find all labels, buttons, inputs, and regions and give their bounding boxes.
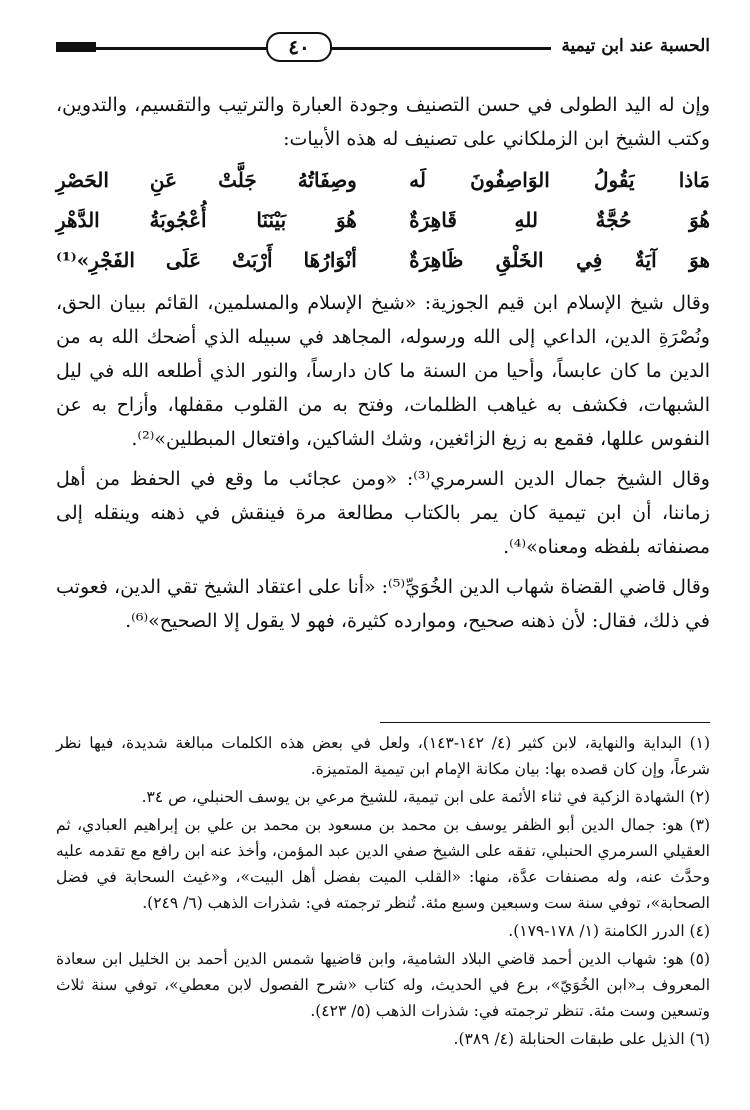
footnote-5: (٥) هو: شهاب الدين أحمد قاضي البلاد الشامية، وابن قاضيها شمس الدين أحمد بن الخليل ابن سعادة المعروف بـ«ابن الخُوَيّ»، برع في الحديث، وله كتاب «شرح الفصول لابن معطي»، توفي سنة ثلاث وتسعين وست مئة. تنظر ترجمته في: شذرات الذهب (٥/ ٤٢٣). — [56, 950, 710, 1020]
hemistich-right: هُوَ حُجَّةٌ للهِ قَاهِرَةٌ — [409, 208, 710, 232]
main-text — [56, 88, 710, 638]
hemistich-right: مَاذا يَقُولُ الوَاصِفُونَ لَه — [409, 168, 710, 192]
footnote-6: (٦) الذيل على طبقات الحنابلة (٤/ ٣٨٩). — [453, 1030, 710, 1048]
paragraph-2: وقال شيخ الإسلام ابن قيم الجوزية: «شيخ الإسلام والمسلمين، القائم ببيان الحق، ونُصْرَةِ الدين، الداعي إلى الله ورسوله، المجاهد في سبيله الذي أضحك الله به من الدين ما كان عابساً، وأحيا من السنة ما كان دارساً، والنور الذي أطلعه الله في ليل الشبهات، فكشف به غياهب الظلمات، وفتح به من القلوب مقفلها، وأزاح به عن النفوس عللها، فقمع به زيغ الزائغين، وشك الشاكين، وافتعال المبطلين»⁽²⁾. — [56, 292, 710, 450]
header-bar-ornament — [56, 42, 96, 52]
footnotes — [56, 730, 710, 1054]
poem-verse-2 — [56, 200, 710, 240]
header-title: الحسبة عند ابن تيمية — [551, 34, 710, 58]
hemistich-right: هوَ آيَةٌ فِي الخَلْقِ ظَاهِرَةٌ — [409, 248, 710, 272]
poem-verse-3 — [56, 240, 710, 280]
paragraph-4: وقال قاضي القضاة شهاب الدين الخُوَيِّ⁽⁵⁾: «أنا على اعتقاد الشيخ تقي الدين، فعوتب في ذلك، فقال: لأن ذهنه صحيح، وموارده كثيرة، فهو لا يقول إلا الصحيح»⁽⁶⁾. — [56, 576, 711, 632]
paragraph-1: وإن له اليد الطولى في حسن التصنيف وجودة العبارة والترتيب والتقسيم، والتدوين، وكتب الشيخ ابن الزملكاني على تصنيف له هذه الأبيات: — [56, 94, 710, 150]
poem-verse-1 — [56, 160, 710, 200]
paragraph-3: وقال الشيخ جمال الدين السرمري⁽³⁾: «ومن عجائب ما وقع في الحفظ من أهل زماننا، أن ابن تيمية كان يمر بالكتاب مطالعة مرة فينقش في ذهنه وينقله إلى مصنفاته بلفظه ومعناه»⁽⁴⁾. — [56, 468, 710, 558]
footnote-4: (٤) الدرر الكامنة (١/ ١٧٨-١٧٩). — [508, 922, 710, 940]
running-header — [56, 34, 710, 74]
footnote-3: (٣) هو: جمال الدين أبو الظفر يوسف بن محمد بن مسعود بن محمد بن علي بن إبراهيم العبادي، ثم العقيلي السرمري الحنبلي، تفقه على الشيخ صفي الدين عبد المؤمن، وأخذ عنه ابن رافع مع تقدمه عليه وحدَّث عنه، وله مصنفات عدَّة، منها: «القلب الميت بفضل أهل البيت»، و«غيث السحابة في فضل الصحابة»، توفي سنة ست وسبعين وسبع مئة. تُنظر ترجمته في: شذرات الذهب (٦/ ٢٤٩). — [56, 816, 710, 912]
hemistich-left: هُوَ بَيْنَنَا أُعْجُوبَةُ الدَّهْرِ — [56, 208, 357, 232]
footnote-1: (١) البداية والنهاية، لابن كثير (٤/ ١٤٢-١٤٣)، ولعل في بعض هذه الكلمات مبالغة شديدة، فيها نظر شرعاً، وإن كان قصده بها: بيان مكانة الإمام ابن تيمية المتميزة. — [56, 734, 711, 778]
poem — [56, 160, 710, 280]
footnote-separator — [380, 722, 710, 723]
hemistich-left: أنْوَارُهَا أَرْبَتْ عَلَى الفَجْرِ»⁽¹⁾ — [56, 248, 357, 272]
page-number: ٤٠ — [266, 32, 332, 62]
hemistich-left: وصِفَاتُهُ جَلَّتْ عَنِ الحَصْرِ — [56, 168, 357, 192]
footnote-2: (٢) الشهادة الزكية في ثناء الأئمة على ابن تيمية، للشيخ مرعي بن يوسف الحنبلي، ص ٣٤. — [141, 788, 710, 806]
